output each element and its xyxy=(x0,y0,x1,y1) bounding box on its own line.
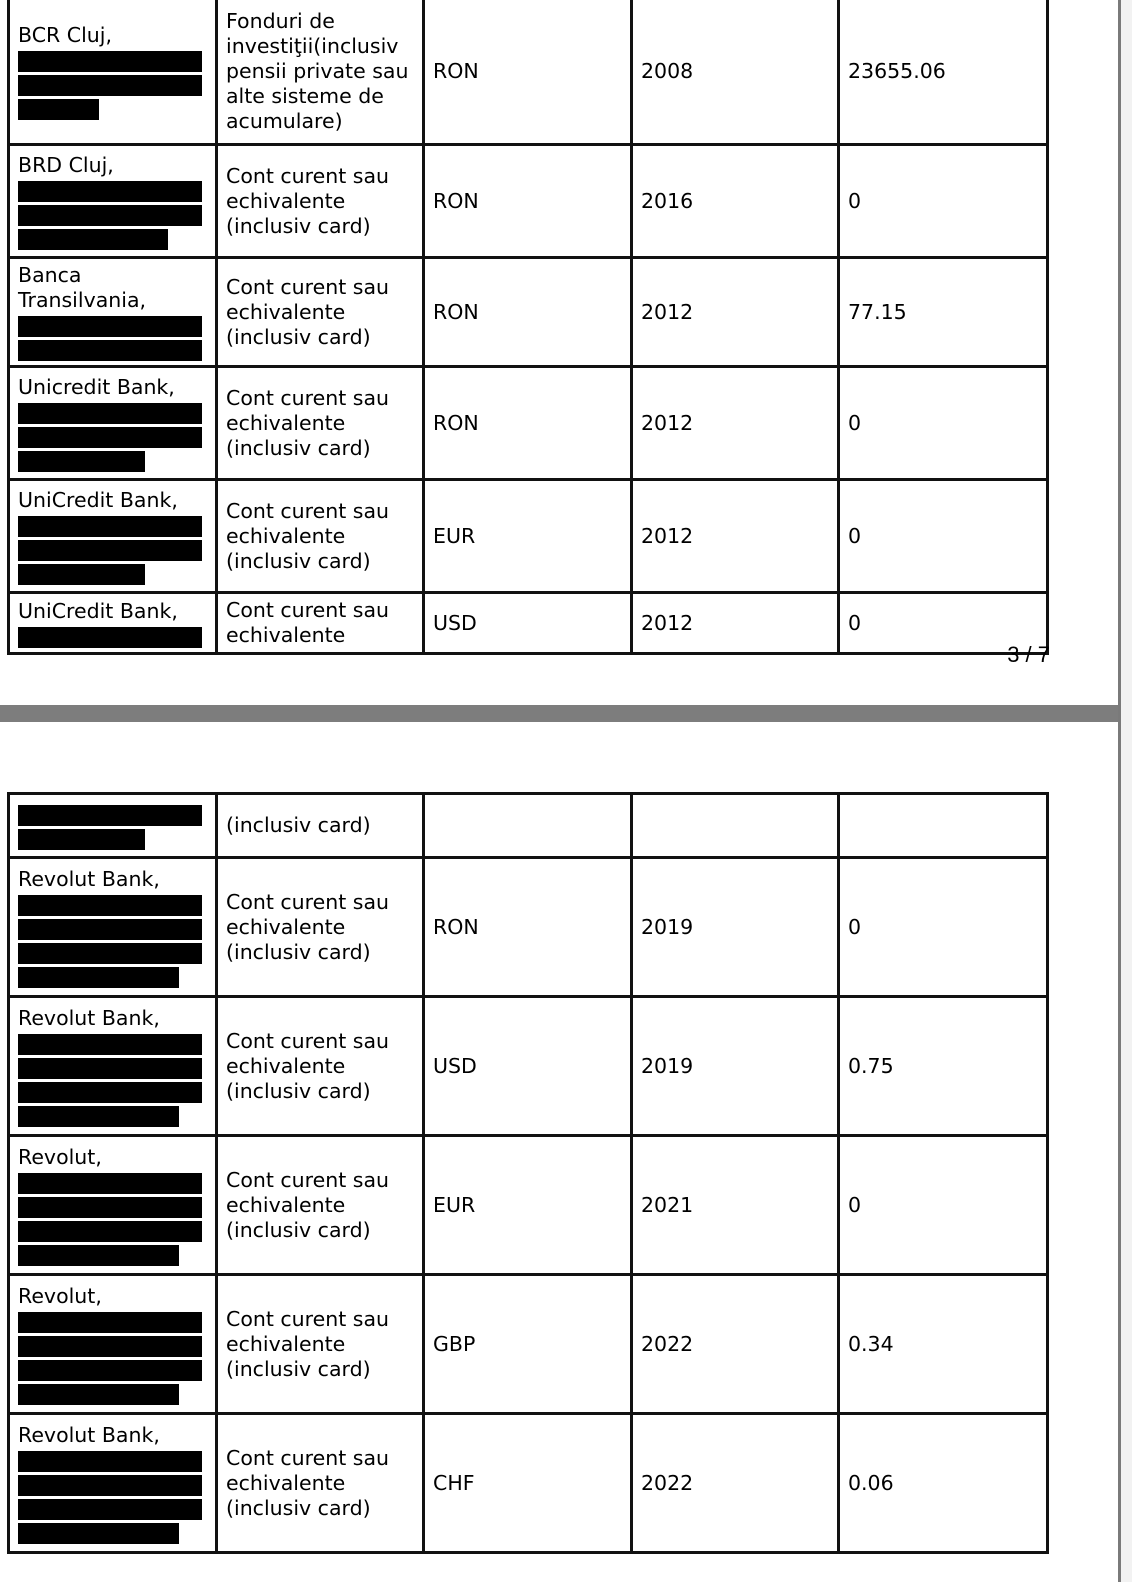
bank-cell xyxy=(9,593,217,654)
bank-name: BRD Cluj, xyxy=(18,152,114,177)
balance-cell: 23655.06 xyxy=(839,0,1048,145)
redaction-bar xyxy=(18,181,202,202)
table-row xyxy=(9,1275,1048,1414)
bank-cell xyxy=(9,480,217,593)
redaction-bar xyxy=(18,1523,179,1544)
bank-cell xyxy=(9,1136,217,1275)
year-cell xyxy=(632,794,839,858)
table-row xyxy=(9,258,1048,367)
balance-cell: 0.34 xyxy=(839,1275,1048,1414)
year-cell: 2012 xyxy=(632,367,839,480)
redaction-bar xyxy=(18,829,145,850)
redaction-bar xyxy=(18,1106,179,1127)
balance-cell: 0 xyxy=(839,480,1048,593)
redaction-bar xyxy=(18,1197,202,1218)
account-type-cell: Cont curent sau echivalente (inclusiv card) xyxy=(217,367,424,480)
page-number: 3 / 7 xyxy=(1007,642,1050,667)
balance-cell: 0 xyxy=(839,858,1048,997)
currency-cell: RON xyxy=(424,858,632,997)
redaction-bar xyxy=(18,99,99,120)
table-row xyxy=(9,794,1048,858)
table-row xyxy=(9,0,1048,145)
redaction-bar xyxy=(18,229,168,250)
bank-name: Revolut Bank, xyxy=(18,1005,160,1030)
redaction-bar xyxy=(18,919,202,940)
account-type-cell: Cont curent sau echivalente (inclusiv card) xyxy=(217,480,424,593)
year-cell: 2019 xyxy=(632,858,839,997)
bank-cell xyxy=(9,1414,217,1553)
balance-cell: 0 xyxy=(839,593,1048,654)
account-type-cell: Fonduri de investiţii(inclusiv pensii private sau alte sisteme de acumulare) xyxy=(217,0,424,145)
bank-cell xyxy=(9,858,217,997)
redaction-bar xyxy=(18,1360,202,1381)
balance-cell: 0.75 xyxy=(839,997,1048,1136)
currency-cell: RON xyxy=(424,258,632,367)
balance-cell: 0 xyxy=(839,1136,1048,1275)
bank-cell xyxy=(9,145,217,258)
bank-cell xyxy=(9,258,217,367)
redaction-bar xyxy=(18,516,202,537)
redaction-bar xyxy=(18,205,202,226)
currency-cell: RON xyxy=(424,145,632,258)
redaction-bar xyxy=(18,540,202,561)
bank-cell xyxy=(9,0,217,145)
table-row xyxy=(9,593,1048,654)
year-cell: 2022 xyxy=(632,1414,839,1553)
balance-cell: 0 xyxy=(839,367,1048,480)
balance-cell xyxy=(839,794,1048,858)
year-cell: 2022 xyxy=(632,1275,839,1414)
year-cell: 2016 xyxy=(632,145,839,258)
redaction-bar xyxy=(18,1245,179,1266)
bank-accounts-table-page-4 xyxy=(7,792,1049,1554)
account-type-cell: Cont curent sau echivalente (inclusiv card) xyxy=(217,858,424,997)
redaction-bar xyxy=(18,943,202,964)
redaction-bar xyxy=(18,1221,202,1242)
year-cell: 2021 xyxy=(632,1136,839,1275)
table-row xyxy=(9,1414,1048,1553)
bank-cell xyxy=(9,367,217,480)
account-type-cell: (inclusiv card) xyxy=(217,794,424,858)
account-type-cell: Cont curent sau echivalente (inclusiv card) xyxy=(217,145,424,258)
redaction-bar xyxy=(18,51,202,72)
redaction-bar xyxy=(18,427,202,448)
currency-cell: CHF xyxy=(424,1414,632,1553)
redaction-bar xyxy=(18,1082,202,1103)
viewer-right-edge xyxy=(1118,0,1132,1582)
redaction-bar xyxy=(18,627,202,648)
year-cell: 2012 xyxy=(632,258,839,367)
redaction-bar xyxy=(18,895,202,916)
bank-name: UniCredit Bank, xyxy=(18,598,178,623)
bank-name: BCR Cluj, xyxy=(18,23,112,47)
bank-name: Revolut Bank, xyxy=(18,1422,160,1447)
redaction-bar xyxy=(18,403,202,424)
redaction-bar xyxy=(18,1499,202,1520)
redaction-bar xyxy=(18,1058,202,1079)
bank-cell xyxy=(9,1275,217,1414)
year-cell: 2008 xyxy=(632,0,839,145)
bank-name: Revolut, xyxy=(18,1144,102,1169)
redaction-bar xyxy=(18,75,202,96)
table-row xyxy=(9,1136,1048,1275)
redaction-bar xyxy=(18,1475,202,1496)
balance-cell: 77.15 xyxy=(839,258,1048,367)
table-row xyxy=(9,997,1048,1136)
account-type-cell: Cont curent sau echivalente (inclusiv card) xyxy=(217,1414,424,1553)
balance-cell: 0.06 xyxy=(839,1414,1048,1553)
redaction-bar xyxy=(18,1312,202,1333)
bank-name: Banca Transilvania, xyxy=(18,263,147,312)
redaction-bar xyxy=(18,967,179,988)
bank-name: Revolut, xyxy=(18,1283,102,1308)
balance-cell: 0 xyxy=(839,145,1048,258)
bank-name: UniCredit Bank, xyxy=(18,487,178,512)
redaction-bar xyxy=(18,805,202,826)
currency-cell: USD xyxy=(424,593,632,654)
bank-name: Revolut Bank, xyxy=(18,866,160,891)
bank-name: Unicredit Bank, xyxy=(18,374,175,399)
account-type-cell: Cont curent sau echivalente xyxy=(217,593,424,654)
currency-cell: EUR xyxy=(424,1136,632,1275)
table-row xyxy=(9,480,1048,593)
redaction-bar xyxy=(18,1173,202,1194)
redaction-bar xyxy=(18,451,145,472)
redaction-bar xyxy=(18,316,202,337)
table-row xyxy=(9,858,1048,997)
currency-cell: GBP xyxy=(424,1275,632,1414)
currency-cell: USD xyxy=(424,997,632,1136)
bank-cell xyxy=(9,794,217,858)
redaction-bar xyxy=(18,340,202,361)
redaction-bar xyxy=(18,1336,202,1357)
redaction-bar xyxy=(18,564,145,585)
bank-accounts-table-page-3 xyxy=(7,0,1049,655)
redaction-bar xyxy=(18,1451,202,1472)
bank-cell xyxy=(9,997,217,1136)
account-type-cell: Cont curent sau echivalente (inclusiv card) xyxy=(217,1136,424,1275)
currency-cell: EUR xyxy=(424,480,632,593)
account-type-cell: Cont curent sau echivalente (inclusiv card) xyxy=(217,1275,424,1414)
redaction-bar xyxy=(18,1384,179,1405)
currency-cell: RON xyxy=(424,0,632,145)
table-row xyxy=(9,145,1048,258)
year-cell: 2012 xyxy=(632,480,839,593)
year-cell: 2019 xyxy=(632,997,839,1136)
redaction-bar xyxy=(18,1034,202,1055)
page-separator xyxy=(0,705,1132,722)
currency-cell: RON xyxy=(424,367,632,480)
currency-cell xyxy=(424,794,632,858)
account-type-cell: Cont curent sau echivalente (inclusiv card) xyxy=(217,997,424,1136)
year-cell: 2012 xyxy=(632,593,839,654)
account-type-cell: Cont curent sau echivalente (inclusiv card) xyxy=(217,258,424,367)
table-row xyxy=(9,367,1048,480)
